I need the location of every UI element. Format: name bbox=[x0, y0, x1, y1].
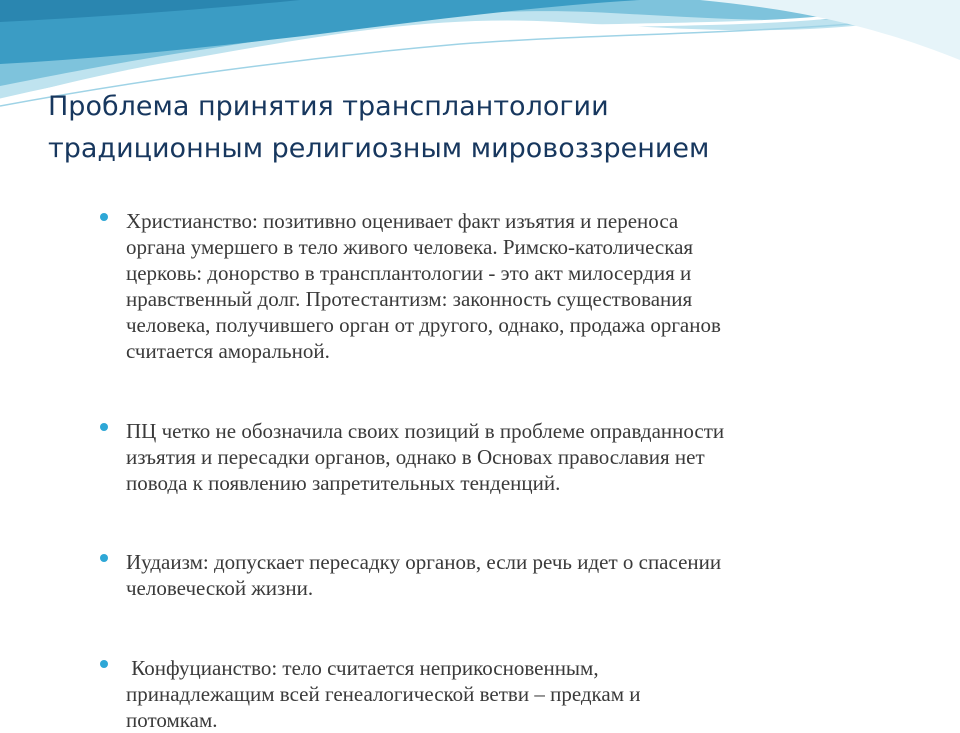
bullet-dot-icon bbox=[100, 213, 108, 221]
slide-title-line: традиционным религиозным мировоззрением bbox=[48, 133, 710, 164]
bullet-dot-icon bbox=[100, 423, 108, 431]
bullet-text-line: ПЦ четко не обозначила своих позиций в проблеме оправданности bbox=[126, 419, 725, 443]
bullet-text-line: органа умершего в тело живого человека. Римско-католическая bbox=[126, 235, 694, 259]
bullet-text-line: потомкам. bbox=[126, 708, 218, 732]
slide-title bbox=[48, 86, 928, 170]
bullet-dot-icon bbox=[100, 554, 108, 562]
bullet-text-line: повода к появлению запретительных тенденций. bbox=[126, 471, 561, 495]
bullet-text bbox=[126, 418, 906, 496]
bullet-text-line: человеческой жизни. bbox=[126, 576, 314, 600]
bullet-text bbox=[126, 208, 906, 364]
bullet-text-line: изъятия и пересадки органов, однако в Основах православия нет bbox=[126, 445, 705, 469]
bullet-text-line: человека, получившего орган от другого, однако, продажа органов bbox=[126, 313, 721, 337]
bullet-dot-icon bbox=[100, 660, 108, 668]
bullet-text bbox=[126, 549, 906, 601]
slide-title-line: Проблема принятия трансплантологии bbox=[48, 91, 609, 122]
bullet-text-line: церковь: донорство в трансплантологии - это акт милосердия и bbox=[126, 261, 692, 285]
bullet-text-line: Христианство: позитивно оценивает факт изъятия и переноса bbox=[126, 209, 679, 233]
bullet-text-line: принадлежащим всей генеалогической ветви – предкам и bbox=[126, 682, 641, 706]
bullet-text-line: Иудаизм: допускает пересадку органов, если речь идет о спасении bbox=[126, 550, 722, 574]
bullet-text-line: считается аморальной. bbox=[126, 339, 330, 363]
bullet-text-line: нравственный долг. Протестантизм: законность существования bbox=[126, 287, 693, 311]
bullet-text-line: Конфуцианство: тело считается неприкосновенным, bbox=[126, 656, 599, 680]
bullet-text bbox=[126, 655, 906, 733]
